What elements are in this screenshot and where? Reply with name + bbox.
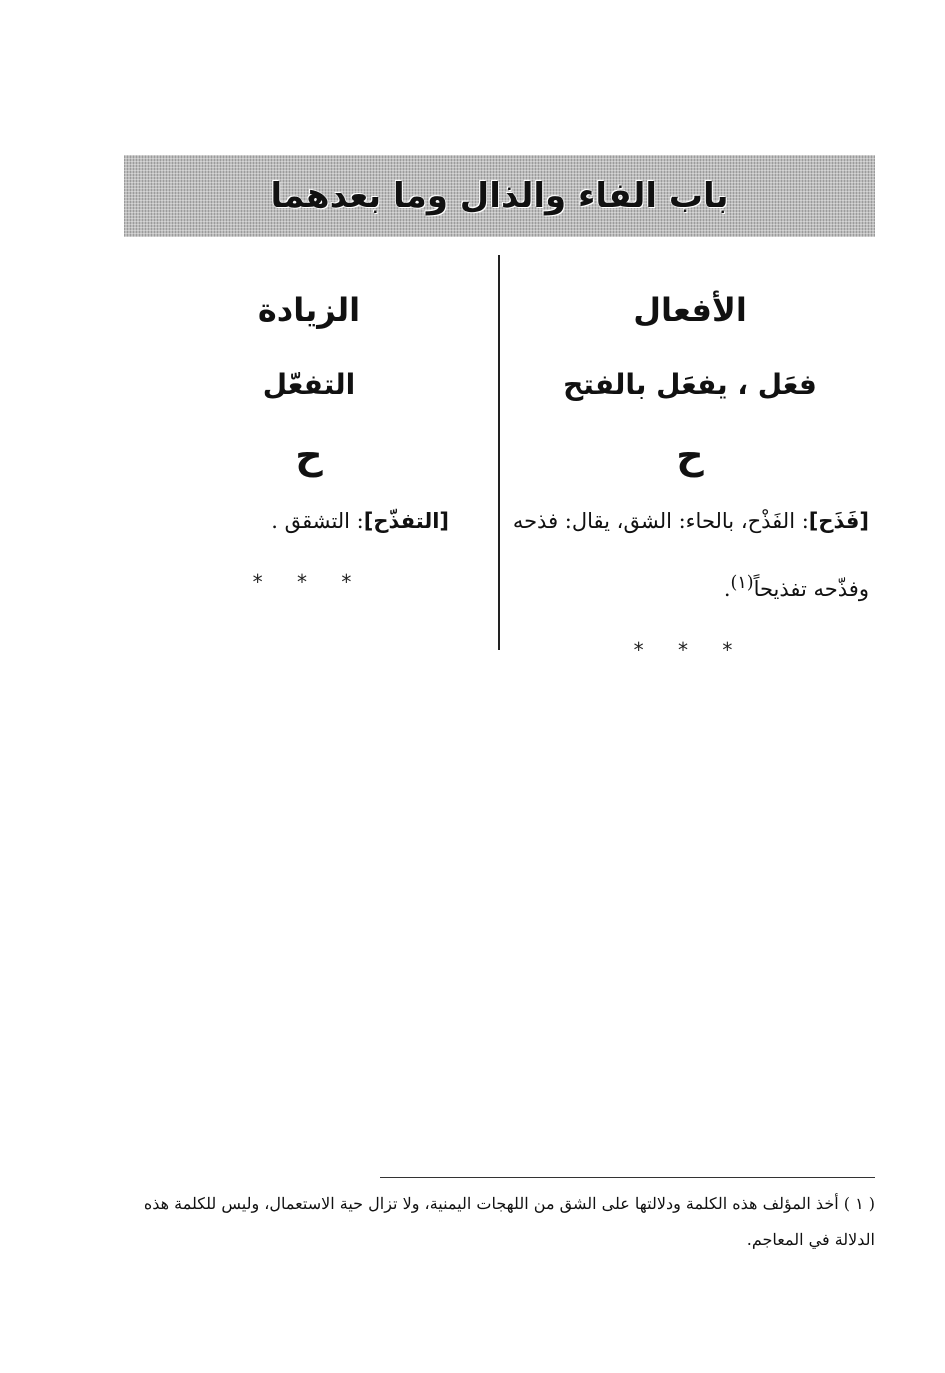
entry-headword: [التفذّح] <box>363 509 449 533</box>
entry-text: : التشقق . <box>271 509 364 533</box>
column-divider <box>498 255 500 650</box>
section-separator-stars: * * * <box>633 638 747 662</box>
section-letter: ح <box>295 433 323 477</box>
entry-end: . <box>723 577 731 601</box>
verbs-heading: الأفعال <box>633 291 747 329</box>
footnote-reference[interactable]: (١) <box>730 573 754 593</box>
augmented-column <box>124 270 494 594</box>
entry-text: : الفَذْح، بالحاء: الشق، يقال: فذحه وفذّحه تفذيحاً <box>512 509 869 601</box>
dictionary-entry <box>124 490 494 552</box>
chapter-banner <box>124 155 875 237</box>
augmented-heading: الزيادة <box>257 291 361 329</box>
verb-pattern-heading: فعَل ، يفعَل بالفتح <box>563 368 817 401</box>
entry-headword: [فَذَح] <box>808 509 869 533</box>
footnote-rule <box>380 1177 875 1178</box>
footnote: ( ١ ) أخذ المؤلف هذه الكلمة ودلالتها على الشق من اللهجات اليمنية، ولا تزال حية الاستعمال، وليس للكلمة هذه الدلالة في المعاجم. <box>143 1194 875 1249</box>
chapter-title: باب الفاء والذال وما بعدهما <box>270 176 729 216</box>
augmented-pattern-heading: التفعّل <box>262 368 356 401</box>
section-letter: ح <box>676 433 704 477</box>
dictionary-entry <box>505 490 875 620</box>
section-separator-stars: * * * <box>252 570 366 594</box>
verbs-column <box>505 270 875 662</box>
